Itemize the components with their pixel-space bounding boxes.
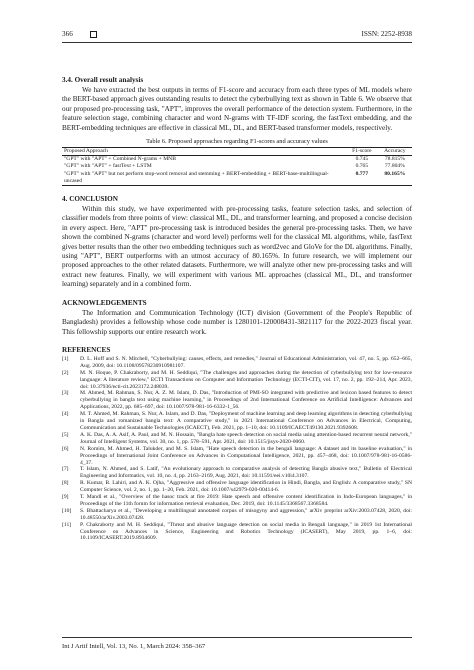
reference-number: [4]: [62, 411, 69, 418]
reference-text: R. Kumar, B. Lahiri, and A. K. Ojha, "Aggressive and offensive language identification in Hindi, Bangla, and English: A comparative study," SN Computer Science, vol. 2, no. 1, pp. 1–20, Feb. 2021, doi: 10.1007/s42979-020-00414-6.: [80, 480, 412, 494]
section-heading-conclusion: 4. CONCLUSION: [62, 195, 118, 204]
conclusion-paragraph: Within this study, we have experimented with pre-processing tasks, feature selection tasks, and selection of classifier models from three points of view: classical ML, DL, and transformer learning, and proposed a concise decision in every aspect. Here, "APT" pre-processing task is introduced besides the general pre-processing tasks. Then, we have shown the combined N-grams (character and word level) performs well for the classical ML algorithms, while, fastText gives better results than the other two embedding techniques such as word2vec and GloVe for the DL algorithms. Finally, using "APT", BERT outperforms with an utmost accuracy of 80.165%. In future research, we will implement our proposed approaches to the other related datasets. Furthermore, we will analyze other new pre-processing tasks and will extract new features. Finally, we will experiment with various ML approaches (classical ML, DL, and transformer learning) separately and in a combined form.: [62, 205, 412, 289]
section-heading-overall-result: 3.4. Overall result analysis: [62, 76, 144, 84]
acknowledgements-paragraph: The Information and Communication Technology (ICT) division (Government of the People's Republic of Bangladesh) provides a fellowship whose code number is 1280101-120008431-3821117 for the 2022-2023 fiscal year. This fellowship supports our entire research work.: [62, 308, 412, 336]
page-header: [62, 30, 412, 40]
accuracy-cell: 80.165%: [384, 170, 406, 177]
reference-text: M. T. Ahmed, M. Rahman, S. Nur, A. Islam, and D. Das, "Deployment of machine learning and deep learning algorithms in detecting cyberbullying in Bangla and romanized bangla text: A comparative study," in 2021 International Conference on Advances in Electrical, Computing, Communication and Sustainable Technologies (ICAECT), Feb. 2021, pp. 1–10, doi: 10.1109/ICAECT49130.2021.9392608.: [80, 411, 412, 431]
table-row: [62, 163, 412, 170]
f1-cell: 0.745: [355, 156, 369, 163]
reference-number: [6]: [62, 445, 69, 452]
reference-item: [62, 466, 412, 480]
table-caption: Table 6. Proposed approaches regarding F1-scores and accuracy values: [146, 138, 328, 146]
reference-text: P. Chakraborty and M. H. Seddiqui, "Threat and abusive language detection on social media in Bengali language," in 2019 1st International Conference on Advances in Science, Engineering and Robotics Technology (ICASERT), May 2019, pp. 1–6, doi: 10.1109/ICASERT.2019.8934609.: [80, 521, 412, 542]
issn-label: ISSN: 2252-8938: [361, 30, 412, 38]
reference-number: [3]: [62, 390, 69, 397]
column-header-accuracy: Accuracy: [384, 148, 406, 155]
reference-item: [62, 508, 412, 522]
reference-number: [10]: [62, 507, 72, 514]
reference-list: [62, 356, 412, 542]
accuracy-cell: 78.815%: [384, 156, 405, 163]
reference-number: [11]: [62, 521, 72, 528]
reference-number: [8]: [62, 480, 69, 487]
page-footer: Int J Artif Intell, Vol. 13, No. 1, March 2024: 358–367: [62, 643, 206, 650]
reference-number: [2]: [62, 369, 69, 376]
reference-item: [62, 432, 412, 446]
accuracy-cell: 77.804%: [384, 163, 405, 170]
column-header-approach: Proposed Approach: [64, 148, 108, 155]
reference-text: S. Bhattacharya et al., "Developing a multilingual annotated corpus of misogyny and aggression," arXiv preprint arXiv:2003.07428, 2020, doi: 10.48550/arXiv.2003.07428.: [80, 507, 412, 521]
footer-rule: [62, 637, 412, 638]
approach-cell: "GPT" with "APT" but not perform stop-word removal and stemming + BERT-embedding + BERT-base-multilingual-uncased: [64, 170, 329, 184]
section-heading-references: REFERENCES: [62, 345, 111, 354]
table-row: [62, 171, 412, 186]
f1-cell: 0.777: [355, 170, 369, 177]
reference-text: D. L. Hoff and S. N. Mitchell, "Cyberbullying: causes, effects, and remedies," Journal of Educational Administration, vol. 47, no. 5, pp. 652–665, Aug. 2009, doi: 10.1108/09578230910981107.: [80, 355, 412, 369]
reference-text: A. K. Das, A. A. Asif, A. Paul, and M. N. Hossain, "Bangla hate speech detection on social media using attention-based recurrent neural network," Journal of Intelligent Systems, vol. 30, no. 1, pp. 578–591, Apr. 2021, doi: 10.1515/jisys-2020-0060.: [80, 431, 412, 445]
section-heading-acknowledgements: ACKNOWLEDGEMENTS: [62, 298, 147, 307]
reference-number: [5]: [62, 431, 69, 438]
reference-text: N. Romim, M. Ahmed, H. Talukder, and M. S. Islam, "Hate speech detection in the bengali language: A dataset and its baseline evaluation," in Proceedings of International Joint Conference on Advances in Computational Intelligence, 2021, pp. 457–468, doi: 10.1007/978-981-16-0586-4_37.: [80, 445, 412, 466]
reference-text: M. N. Hoque, P. Chakraborty, and M. H. Seddiqui, "The challenges and approaches during the detection of cyberbullying text for low-resource language: A literature review," ECTI Transactions on Computer and Information Technology (ECTI-CIT), vol. 17, no. 2, pp. 192–214, Apr. 2023, doi: 10.37936/ecti-cit.2023172.248039.: [80, 369, 412, 390]
reference-number: [9]: [62, 494, 69, 501]
header-rule: [62, 42, 412, 43]
approach-cell: "GPT" with "APT" + Combined N-grams + MNB: [64, 156, 176, 163]
reference-item: [62, 411, 412, 432]
page-number: 366: [62, 30, 73, 38]
main-content: [62, 76, 412, 542]
reference-number: [7]: [62, 466, 69, 473]
reference-item: [62, 480, 412, 494]
column-header-f1: F1-score: [352, 148, 372, 155]
approach-cell: "GPT" with "APT" + fastText + LSTM: [64, 163, 152, 170]
reference-text: M. Ahmed, M. Rahman, S. Nur, A. Z. M. Islam, D. Das, "Introduction of PMI-SO integrated with predictive and lexicon based features to detect cyberbullying in bangla text using machine learning," in Proceedings of 2nd International Conference on Artificial Intelligence: Advances and Applications, 2022, pp. 685–697, doi: 10.1007/978-981-16-6332-1_56.: [80, 390, 412, 411]
f1-cell: 0.765: [355, 163, 369, 170]
reference-text: T. Islam, N. Ahmed, and S. Latif, "An evolutionary approach to comparative analysis of detecting Bangla abusive text," Bulletin of Electrical Engineering and Informatics, vol. 10, no. 4, pp. 2163–2169, Aug. 2021, doi: 10.11591/eei.v10i4.3107.: [80, 466, 412, 480]
square-icon: [90, 31, 97, 38]
reference-item: [62, 446, 412, 467]
reference-item: [62, 370, 412, 391]
reference-number: [1]: [62, 355, 69, 362]
table-header-row: [62, 148, 412, 156]
reference-item: [62, 522, 412, 543]
reference-item: [62, 356, 412, 370]
results-table: [62, 147, 412, 186]
reference-item: [62, 390, 412, 411]
reference-text: T. Mandl et al., "Overview of the hasoc track at fire 2019: Hate speech and offensive content identification in Indo-European languages," in Proceedings of the 11th forum for information retrieval evaluation, Dec. 2019, doi: 10.1145/3368567.3368584.: [80, 494, 412, 507]
overall-result-paragraph: We have extracted the best outputs in terms of F1-score and accuracy from each three types of ML models where the BERT-based approach gives outstanding results to detect the cyberbullying text as shown in Table 6. We observe that our proposed pre-processing task, "APT", improves the overall performance of the detection system. Furthermore, in the feature selection stage, combining character and word N-grams with TF-IDF scoring, the fastText embedding, and the BERT-embedding techniques are effective in classical ML, DL, and BERT-based transformer models, respectively.: [62, 86, 412, 132]
reference-item: [62, 494, 412, 508]
